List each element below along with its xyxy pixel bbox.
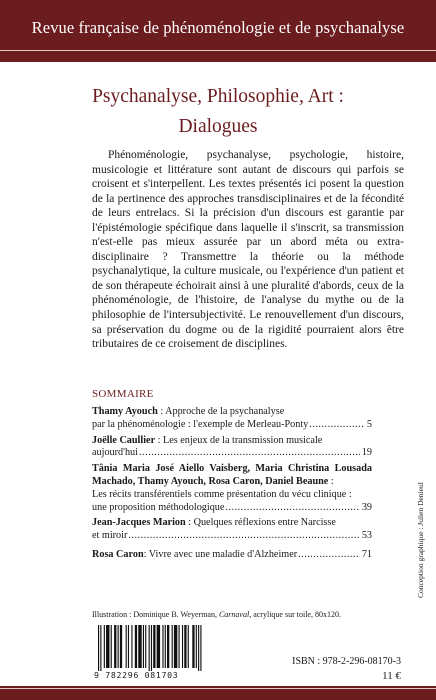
header-rule bbox=[0, 50, 436, 51]
toc-author: Jean-Jacques Marion bbox=[92, 517, 186, 529]
toc-entry bbox=[92, 549, 372, 562]
toc-title: : Les enjeux de la transmission musicale bbox=[155, 434, 323, 446]
footer-band bbox=[0, 686, 436, 700]
barcode-bar bbox=[179, 625, 180, 668]
book-description: Phénoménologie, psychanalyse, psychologie, histoire, musicologie et littérature sont autant de discours qui parfois se croisent et s'interpellent. Les textes présentés ici posent la question de la pertinence des approches transdisciplinaires et de la fécondité de leurs entrelacs. Si la précision d'un discours est garantie par l'épistémologie spécifique dans laquelle il s'inscrit, sa transmission n'est-elle pas mieux assurée par un abord méta ou extra-disciplinaire ? Transmettre la théorie ou la méthode psychanalytique, la culture musicale, ou l'expérience d'un patient et de son thérapeute échoirait ainsi à une pluralité d'abords, ceux de la phénoménologie, de l'histoire, de l'analyse du mythe ou de la philosophie de l'intersubjectivité. Le renouvellement d'un discours, sa préservation du dogme ou de la rigidité pourraient alors être tributaires de ce croisement de disciplines. bbox=[92, 149, 404, 351]
toc-title-end: une proposition méthodologique bbox=[92, 501, 225, 513]
toc-entry bbox=[92, 517, 372, 543]
toc-title-end: aujourd'hui bbox=[92, 447, 138, 459]
toc-page: 53 bbox=[361, 530, 372, 542]
toc-page: 71 bbox=[361, 548, 372, 560]
barcode-bar bbox=[182, 625, 183, 668]
toc-title-end: : Vivre avec une maladie d'Alzheimer bbox=[143, 548, 298, 560]
barcode-digits: 9 782296 081703 bbox=[94, 670, 179, 680]
isbn: ISBN : 978-2-296-08170-3 bbox=[292, 656, 401, 667]
toc-author: Thamy Ayouch bbox=[92, 406, 158, 417]
toc-title: : bbox=[328, 475, 334, 487]
toc-title: : Approche de la psychanalyse bbox=[157, 406, 285, 417]
barcode-bar bbox=[128, 625, 129, 668]
barcode-bar bbox=[145, 625, 146, 668]
toc-title: : Quelques réflexions entre Narcisse bbox=[185, 517, 336, 529]
barcode-bar bbox=[131, 625, 132, 668]
barcode-bar bbox=[138, 625, 141, 668]
design-credit: Conception graphique : Julien Denieul bbox=[416, 482, 425, 598]
dot-leader bbox=[298, 549, 360, 562]
barcode-bar bbox=[188, 625, 189, 668]
toc-author: Tânia Maria José Aiello Vaisberg, Maria Christina Lousada Machado, Thamy Ayouch, Rosa Caron, Daniel Beaune bbox=[92, 463, 372, 487]
toc-entry bbox=[92, 406, 372, 432]
barcode-bar bbox=[184, 625, 186, 668]
barcode-bar bbox=[165, 625, 166, 668]
illustration-work-title: Carnaval bbox=[218, 610, 250, 619]
barcode-bar bbox=[111, 625, 112, 668]
barcode-bar bbox=[100, 625, 101, 671]
toc-author: Rosa Caron bbox=[92, 548, 144, 560]
barcode-bar bbox=[135, 625, 137, 668]
journal-name: Revue française de phénoménologie et de psychanalyse bbox=[31, 18, 405, 37]
toc-entry bbox=[92, 463, 372, 514]
table-of-contents bbox=[92, 406, 372, 565]
barcode-bar bbox=[143, 625, 144, 668]
barcode-bar bbox=[198, 625, 199, 671]
price: 11 € bbox=[382, 670, 401, 682]
barcode-bar bbox=[153, 625, 155, 668]
toc-author: Joëlle Caullier bbox=[92, 434, 156, 446]
barcode-bar bbox=[167, 625, 169, 668]
barcode-bar bbox=[106, 625, 109, 668]
toc-title-end: par la phénoménologie : l'exemple de Merleau-Ponty bbox=[92, 418, 309, 430]
barcode-bar bbox=[149, 625, 150, 671]
barcode-bar bbox=[120, 625, 122, 668]
dot-leader bbox=[128, 530, 359, 543]
barcode-bar bbox=[196, 625, 197, 668]
book-title-line-1: Psychanalyse, Philosophie, Art : bbox=[92, 86, 344, 107]
book-title-line-2: Dialogues bbox=[178, 116, 258, 137]
toc-page: 19 bbox=[361, 447, 372, 459]
dot-leader bbox=[309, 419, 365, 432]
toc-title: Les récits transférentiels comme présentation du vécu clinique : bbox=[92, 488, 352, 500]
barcode-bar bbox=[200, 625, 201, 671]
illustration-credit bbox=[92, 610, 402, 619]
barcode-bar bbox=[192, 625, 194, 668]
barcode-bar bbox=[104, 625, 105, 668]
barcode-bar bbox=[126, 625, 127, 668]
barcode-bar bbox=[157, 625, 160, 668]
toc-title-end: et miroir bbox=[92, 530, 128, 542]
toc-page: 5 bbox=[366, 418, 372, 430]
barcode-bar bbox=[98, 625, 99, 671]
illustration-credit-prefix: Illustration : Dominique B. Weyerman, bbox=[92, 610, 219, 619]
toc-page: 39 bbox=[361, 501, 372, 513]
barcode-bar bbox=[162, 625, 163, 668]
barcode-bar bbox=[118, 625, 119, 668]
dot-leader bbox=[139, 447, 360, 460]
illustration-credit-suffix: , acrylique sur toile, 80x120. bbox=[249, 610, 341, 619]
header-band bbox=[0, 0, 436, 62]
barcode-bar bbox=[174, 625, 177, 668]
barcode-bar bbox=[114, 625, 116, 668]
toc-entry bbox=[92, 435, 372, 461]
sommaire-heading: SOMMAIRE bbox=[92, 388, 154, 400]
barcode bbox=[94, 625, 220, 683]
barcode-bar bbox=[172, 625, 173, 668]
barcode-bars-icon bbox=[94, 625, 220, 671]
barcode-bar bbox=[151, 625, 152, 671]
footer-rule bbox=[0, 688, 436, 689]
dot-leader bbox=[225, 502, 359, 515]
